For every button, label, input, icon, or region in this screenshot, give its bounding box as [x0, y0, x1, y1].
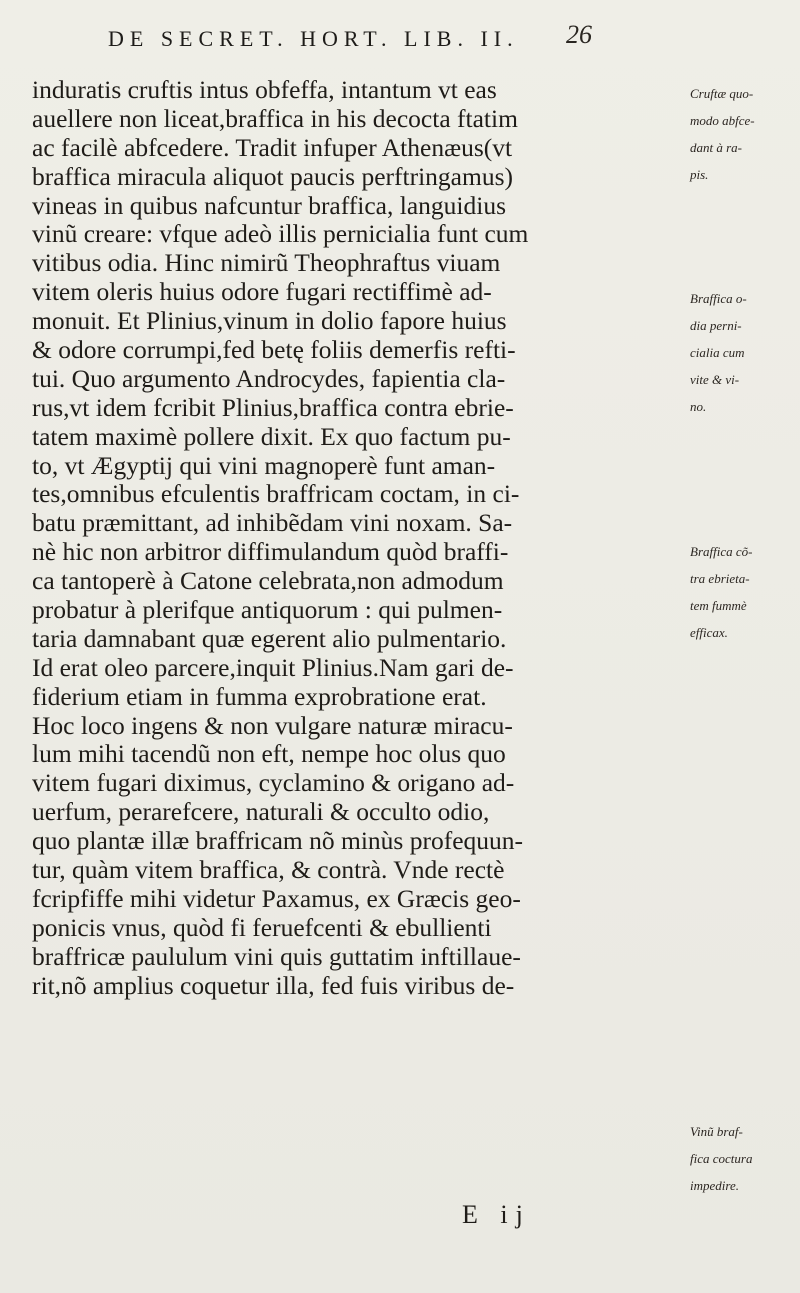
text-line: tui. Quo argumento Androcydes, fapientia cla- [32, 363, 506, 393]
text-line: uerfum, perarefcere, naturali & occulto odio, [32, 797, 490, 827]
text-line: braffricæ paululum vini quis guttatim inftillaue- [32, 941, 521, 971]
text-line: quo plantæ illæ braffricam nõ minùs profequun- [32, 826, 524, 856]
text-line: ponicis vnus, quòd fi feruefcenti & ebullienti [32, 912, 492, 942]
running-head [108, 18, 668, 58]
text-line: tur, quàm vitem braffica, & contrà. Vnde rectè [32, 855, 505, 885]
marginal-note-line: pis. [690, 167, 709, 182]
running-head-title: DE SECRET. HORT. LIB. II. [108, 26, 519, 51]
marginal-note-line: vite & vi- [690, 372, 740, 387]
marginal-note-line: tra ebrieta- [690, 571, 750, 586]
text-line: vineas in quibus nafcuntur braffica, languidius [32, 190, 506, 220]
marginal-note-line: dant à ra- [690, 140, 742, 155]
text-line: & odore corrumpi,fed betę foliis demerfis refti- [32, 335, 516, 365]
signature-mark: E ij [462, 1200, 531, 1229]
marginal-note-line: Braffica o- [690, 291, 747, 306]
marginal-note-line: tem fummè [690, 598, 747, 613]
text-line: induratis cruftis intus obfeffa, intantum vt eas [32, 75, 497, 104]
marginal-note-cruftae [690, 80, 800, 188]
text-line: ac facilè abfcedere. Tradit infuper Athenæus(vt [32, 132, 513, 162]
main-text-block [32, 76, 682, 1001]
text-line: rit,nõ amplius coquetur illa, fed fuis viribus de- [32, 970, 515, 1000]
marginal-note-line: modo abfce- [690, 113, 755, 128]
text-line: fiderium etiam in fumma exprobratione erat. [32, 681, 487, 711]
marginal-note-line: Vinũ braf- [690, 1124, 743, 1139]
text-line: batu præmittant, ad inhibẽdam vini noxam. Sa- [32, 508, 513, 538]
text-line: vinũ creare: vfque adeò illis pernicialia funt cum [32, 219, 529, 249]
text-line: vitem oleris huius odore fugari rectiffimè ad- [32, 277, 492, 307]
marginal-note-odia [690, 285, 800, 420]
text-line: probatur à plerifque antiquorum : qui pulmen- [32, 595, 503, 625]
text-line: monuit. Et Plinius,vinum in dolio fapore huius [32, 306, 507, 336]
text-line: vitibus odia. Hinc nimirũ Theophraftus viuam [32, 248, 501, 278]
text-line: rus,vt idem fcribit Plinius,braffica contra ebrie- [32, 392, 514, 422]
text-line: nè hic non arbitror diffimulandum quòd braffi- [32, 537, 509, 567]
text-line: ca tantoperè à Catone celebrata,non admodum [32, 566, 504, 596]
text-line: tatem maximè pollere dixit. Ex quo factum pu- [32, 421, 511, 451]
text-line: auellere non liceat,braffica in his decocta ftatim [32, 103, 518, 133]
text-line: tes,omnibus efculentis braffricam coctam, in ci- [32, 479, 520, 509]
text-line: to, vt Ægyptij qui vini magnoperè funt aman- [32, 450, 496, 480]
marginal-note-line: dia perni- [690, 318, 742, 333]
marginal-note-line: fica coctura [690, 1151, 753, 1166]
text-line: vitem fugari diximus, cyclamino & origano ad- [32, 768, 515, 798]
text-line: taria damnabant quæ egerent alio pulmentario. [32, 623, 507, 653]
marginal-note-line: Cruftæ quo- [690, 86, 754, 101]
text-line: braffica miracula aliquot paucis perftringamus) [32, 161, 514, 191]
marginal-note-vinum [690, 1118, 800, 1199]
text-line: fcripfiffe mihi videtur Paxamus, ex Græcis geo- [32, 883, 521, 913]
marginal-note-line: no. [690, 399, 707, 414]
marginal-note-ebrietas [690, 538, 800, 646]
folio-number: 26 [566, 20, 592, 49]
marginal-note-line: cialia cum [690, 345, 745, 360]
marginal-note-line: impedire. [690, 1178, 739, 1193]
text-line: Hoc loco ingens & non vulgare naturæ miracu- [32, 710, 513, 740]
text-line: Id erat oleo parcere,inquit Plinius.Nam gari de- [32, 652, 514, 682]
text-line: lum mihi tacendũ non eft, nempe hoc olus quo [32, 739, 506, 769]
marginal-note-line: efficax. [690, 625, 728, 640]
marginal-note-line: Braffica cõ- [690, 544, 753, 559]
